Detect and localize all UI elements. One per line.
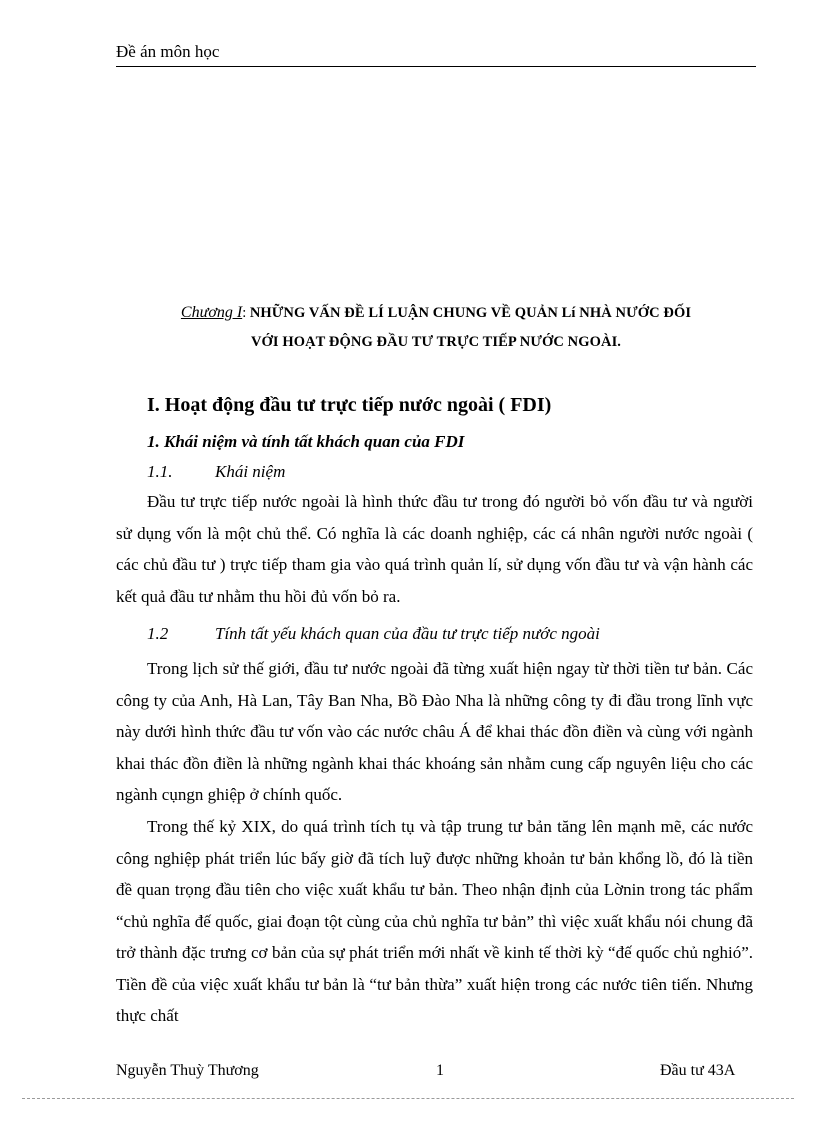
item-number: 1.2 (147, 624, 169, 643)
subsection-heading: 1. Khái niệm và tính tất khách quan của FDI (147, 432, 465, 451)
paragraph-history: Trong lịch sử thế giới, đầu tư nước ngoài đã từng xuất hiện ngay từ thời tiền tư bản. Các công ty của Anh, Hà Lan, Tây Ban Nha, Bồ Đào Nha là những công ty đi đầu trong lĩnh vực này dưới hình thức đầu tư vốn vào các nước châu Á để khai thác đồn điền và cùng với ngành khai thác đồn điền là những ngành khai thác khoáng sản nhằm cung cấp nguyên liệu cho các ngành cụngn ghiệp ở chính quốc. (116, 659, 753, 804)
chapter-title-line-2 (116, 334, 756, 351)
footer-class: Đầu tư 43A (660, 1062, 736, 1079)
paragraph-definition: Đầu tư trực tiếp nước ngoài là hình thức đầu tư trong đó người bỏ vốn đầu tư và người sử dụng vốn là một chủ thể. Có nghĩa là các doanh nghiệp, các cá nhân người nước ngoài ( các chủ đầu tư ) trực tiếp tham gia vào quá trình quản lí, sử dụng vốn đầu tư và vận hành các kết quả đầu tư nhằm thu hồi đủ vốn bỏ ra. (116, 492, 753, 606)
chapter-colon: : (242, 305, 250, 321)
item-title: Tính tất yếu khách quan của đầu tư trực tiếp nước ngoài (215, 624, 600, 643)
chapter-label: Chương I (180, 304, 243, 321)
header-divider (116, 66, 756, 67)
section-heading: I. Hoạt động đầu tư trực tiếp nước ngoài ( FDI) (147, 394, 552, 416)
item-title: Khái niệm (215, 462, 286, 481)
item-number: 1.1. (147, 462, 173, 481)
chapter-title-line-1 (116, 304, 756, 322)
footer-page-number: 1 (436, 1062, 444, 1079)
chapter-title-text-2: VỚI HOẠT ĐỘNG ĐẦU TƯ TRỰC TIẾP NƯỚC NGOÀI. (250, 334, 622, 350)
paragraph-19th-century: Trong thế kỷ XIX, do quá trình tích tụ và tập trung tư bản tăng lên mạnh mẽ, các nước công nghiệp phát triển lúc bấy giờ đã tích luỹ được những khoản tư bản khổng lồ, đó là tiền đề quan trọng đầu tiên cho việc xuất khẩu tư bản. Theo nhận định của Lờnin trong tác phẩm “chủ nghĩa đế quốc, giai đoạn tột cùng của chủ nghĩa tư bản” thì việc xuất khẩu nói chung đã trở thành đặc trưng cơ bản của sự phát triển mới nhất về kinh tế thời kỳ “đế quốc chủ nghió”. Tiền đề của việc xuất khẩu tư bản là “tư bản thừa” xuất hiện trong các nước tiên tiến. Nhưng thực chất (116, 817, 753, 1025)
chapter-title-text-1: NHỮNG VẤN ĐỀ LÍ LUẬN CHUNG VỀ QUẢN Lí NHÀ NƯỚC ĐỐI (249, 305, 692, 321)
footer-author: Nguyễn Thuỳ Thương (116, 1062, 259, 1079)
header-title: Đề án môn học (116, 42, 220, 61)
page-break-divider (22, 1098, 794, 1099)
